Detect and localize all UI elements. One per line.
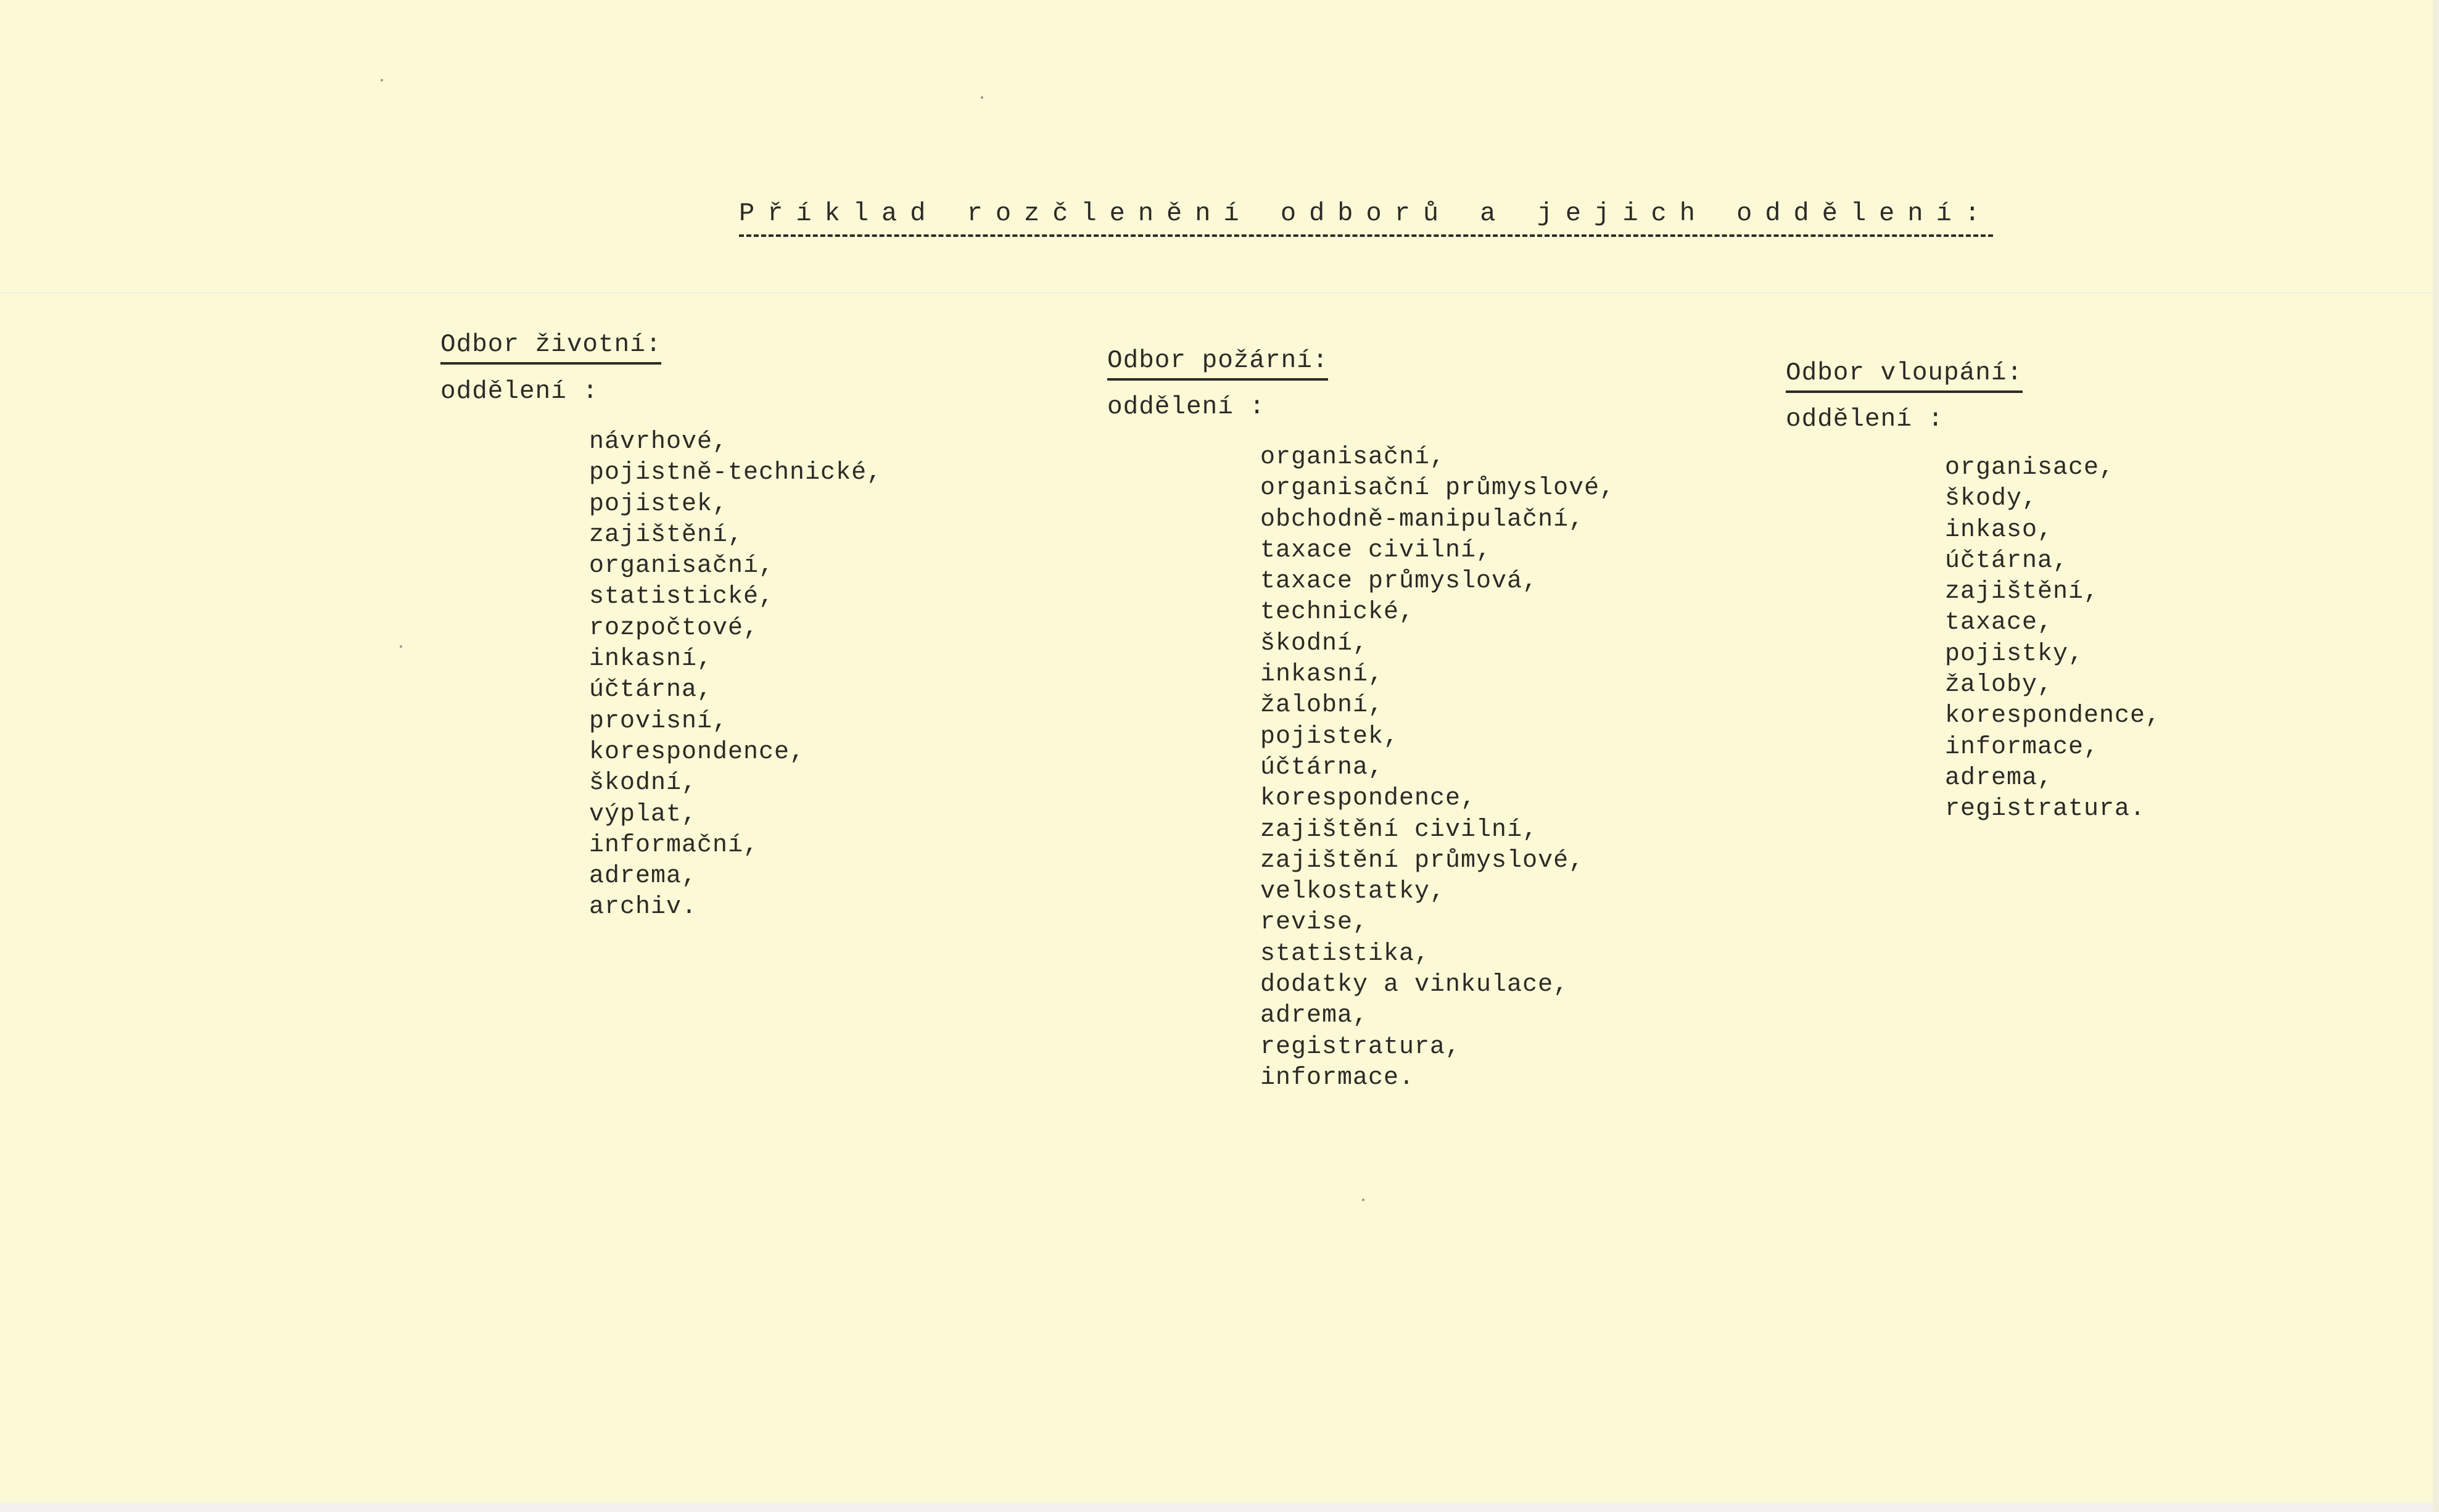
- department-sub-label: oddělení :: [440, 378, 599, 406]
- list-item: inkasní,: [589, 645, 713, 674]
- list-item: organisační průmyslové,: [1260, 474, 1616, 503]
- list-item: pojistek,: [589, 490, 728, 518]
- list-item: škody,: [1945, 485, 2038, 513]
- page-bottom-edge: [0, 1503, 2439, 1512]
- list-item: škodní,: [1260, 629, 1369, 658]
- list-item: rozpočtové,: [589, 614, 759, 642]
- list-item: taxace,: [1945, 609, 2053, 637]
- list-item: adrema,: [1260, 1002, 1369, 1030]
- list-item: informace.: [1260, 1064, 1415, 1092]
- list-item: pojistky,: [1945, 640, 2084, 668]
- list-item: statistické,: [589, 583, 775, 611]
- department-list: [1945, 453, 2161, 825]
- list-item: zajištění,: [589, 521, 744, 549]
- list-item: žalobní,: [1260, 692, 1384, 720]
- paper-speck: [1362, 1199, 1364, 1201]
- list-item: zajištění průmyslové,: [1260, 846, 1585, 875]
- list-item: korespondence,: [589, 738, 806, 766]
- list-item: inkaso,: [1945, 516, 2053, 544]
- list-item: účtárna,: [1945, 547, 2069, 575]
- list-item: pojistně-technické,: [589, 459, 883, 487]
- list-item: adrema,: [1945, 764, 2053, 792]
- list-item: adrema,: [589, 862, 698, 891]
- department-heading: Odbor vloupání:: [1786, 358, 2023, 393]
- list-item: účtárna,: [1260, 753, 1384, 782]
- paper-speck: [400, 645, 402, 648]
- department-heading: Odbor životní:: [440, 329, 661, 365]
- department-sub-label: oddělení :: [1786, 405, 1944, 434]
- list-item: informace,: [1945, 733, 2100, 761]
- paper-fold-line: [0, 292, 2439, 294]
- list-item: registratura,: [1260, 1033, 1461, 1061]
- list-item: účtárna,: [589, 676, 713, 704]
- page-right-edge: [2433, 0, 2439, 1512]
- department-list: [589, 427, 882, 923]
- list-item: korespondence,: [1945, 702, 2161, 730]
- list-item: revise,: [1260, 909, 1369, 937]
- list-item: žaloby,: [1945, 671, 2053, 700]
- paper-speck: [381, 79, 383, 81]
- page-title: Příklad rozčlenění odborů a jejich oddělení:: [739, 196, 1993, 237]
- list-item: korespondence,: [1260, 785, 1477, 813]
- list-item: taxace civilní,: [1260, 536, 1492, 564]
- paper-speck: [981, 96, 983, 99]
- list-item: archiv.: [589, 893, 698, 922]
- list-item: zajištění civilní,: [1260, 816, 1538, 844]
- list-item: registratura.: [1945, 795, 2146, 824]
- list-item: zajištění,: [1945, 578, 2100, 606]
- list-item: statistika,: [1260, 940, 1430, 968]
- list-item: škodní,: [589, 769, 698, 798]
- list-item: velkostatky,: [1260, 878, 1446, 906]
- list-item: dodatky a vinkulace,: [1260, 971, 1569, 999]
- list-item: taxace průmyslová,: [1260, 568, 1538, 596]
- list-item: organisace,: [1945, 454, 2115, 482]
- list-item: obchodně-manipulační,: [1260, 505, 1585, 534]
- list-item: organisační,: [1260, 444, 1446, 471]
- department-list: [1260, 442, 1615, 1094]
- department-heading: Odbor požární:: [1107, 345, 1328, 381]
- list-item: informační,: [589, 831, 759, 859]
- list-item: pojistek,: [1260, 722, 1400, 751]
- list-item: technické,: [1260, 598, 1415, 627]
- list-item: návrhové,: [589, 428, 728, 456]
- list-item: organisační,: [589, 552, 775, 580]
- list-item: provisní,: [589, 707, 728, 735]
- department-sub-label: oddělení :: [1107, 393, 1266, 421]
- list-item: výplat,: [589, 800, 698, 828]
- list-item: inkasní,: [1260, 661, 1384, 689]
